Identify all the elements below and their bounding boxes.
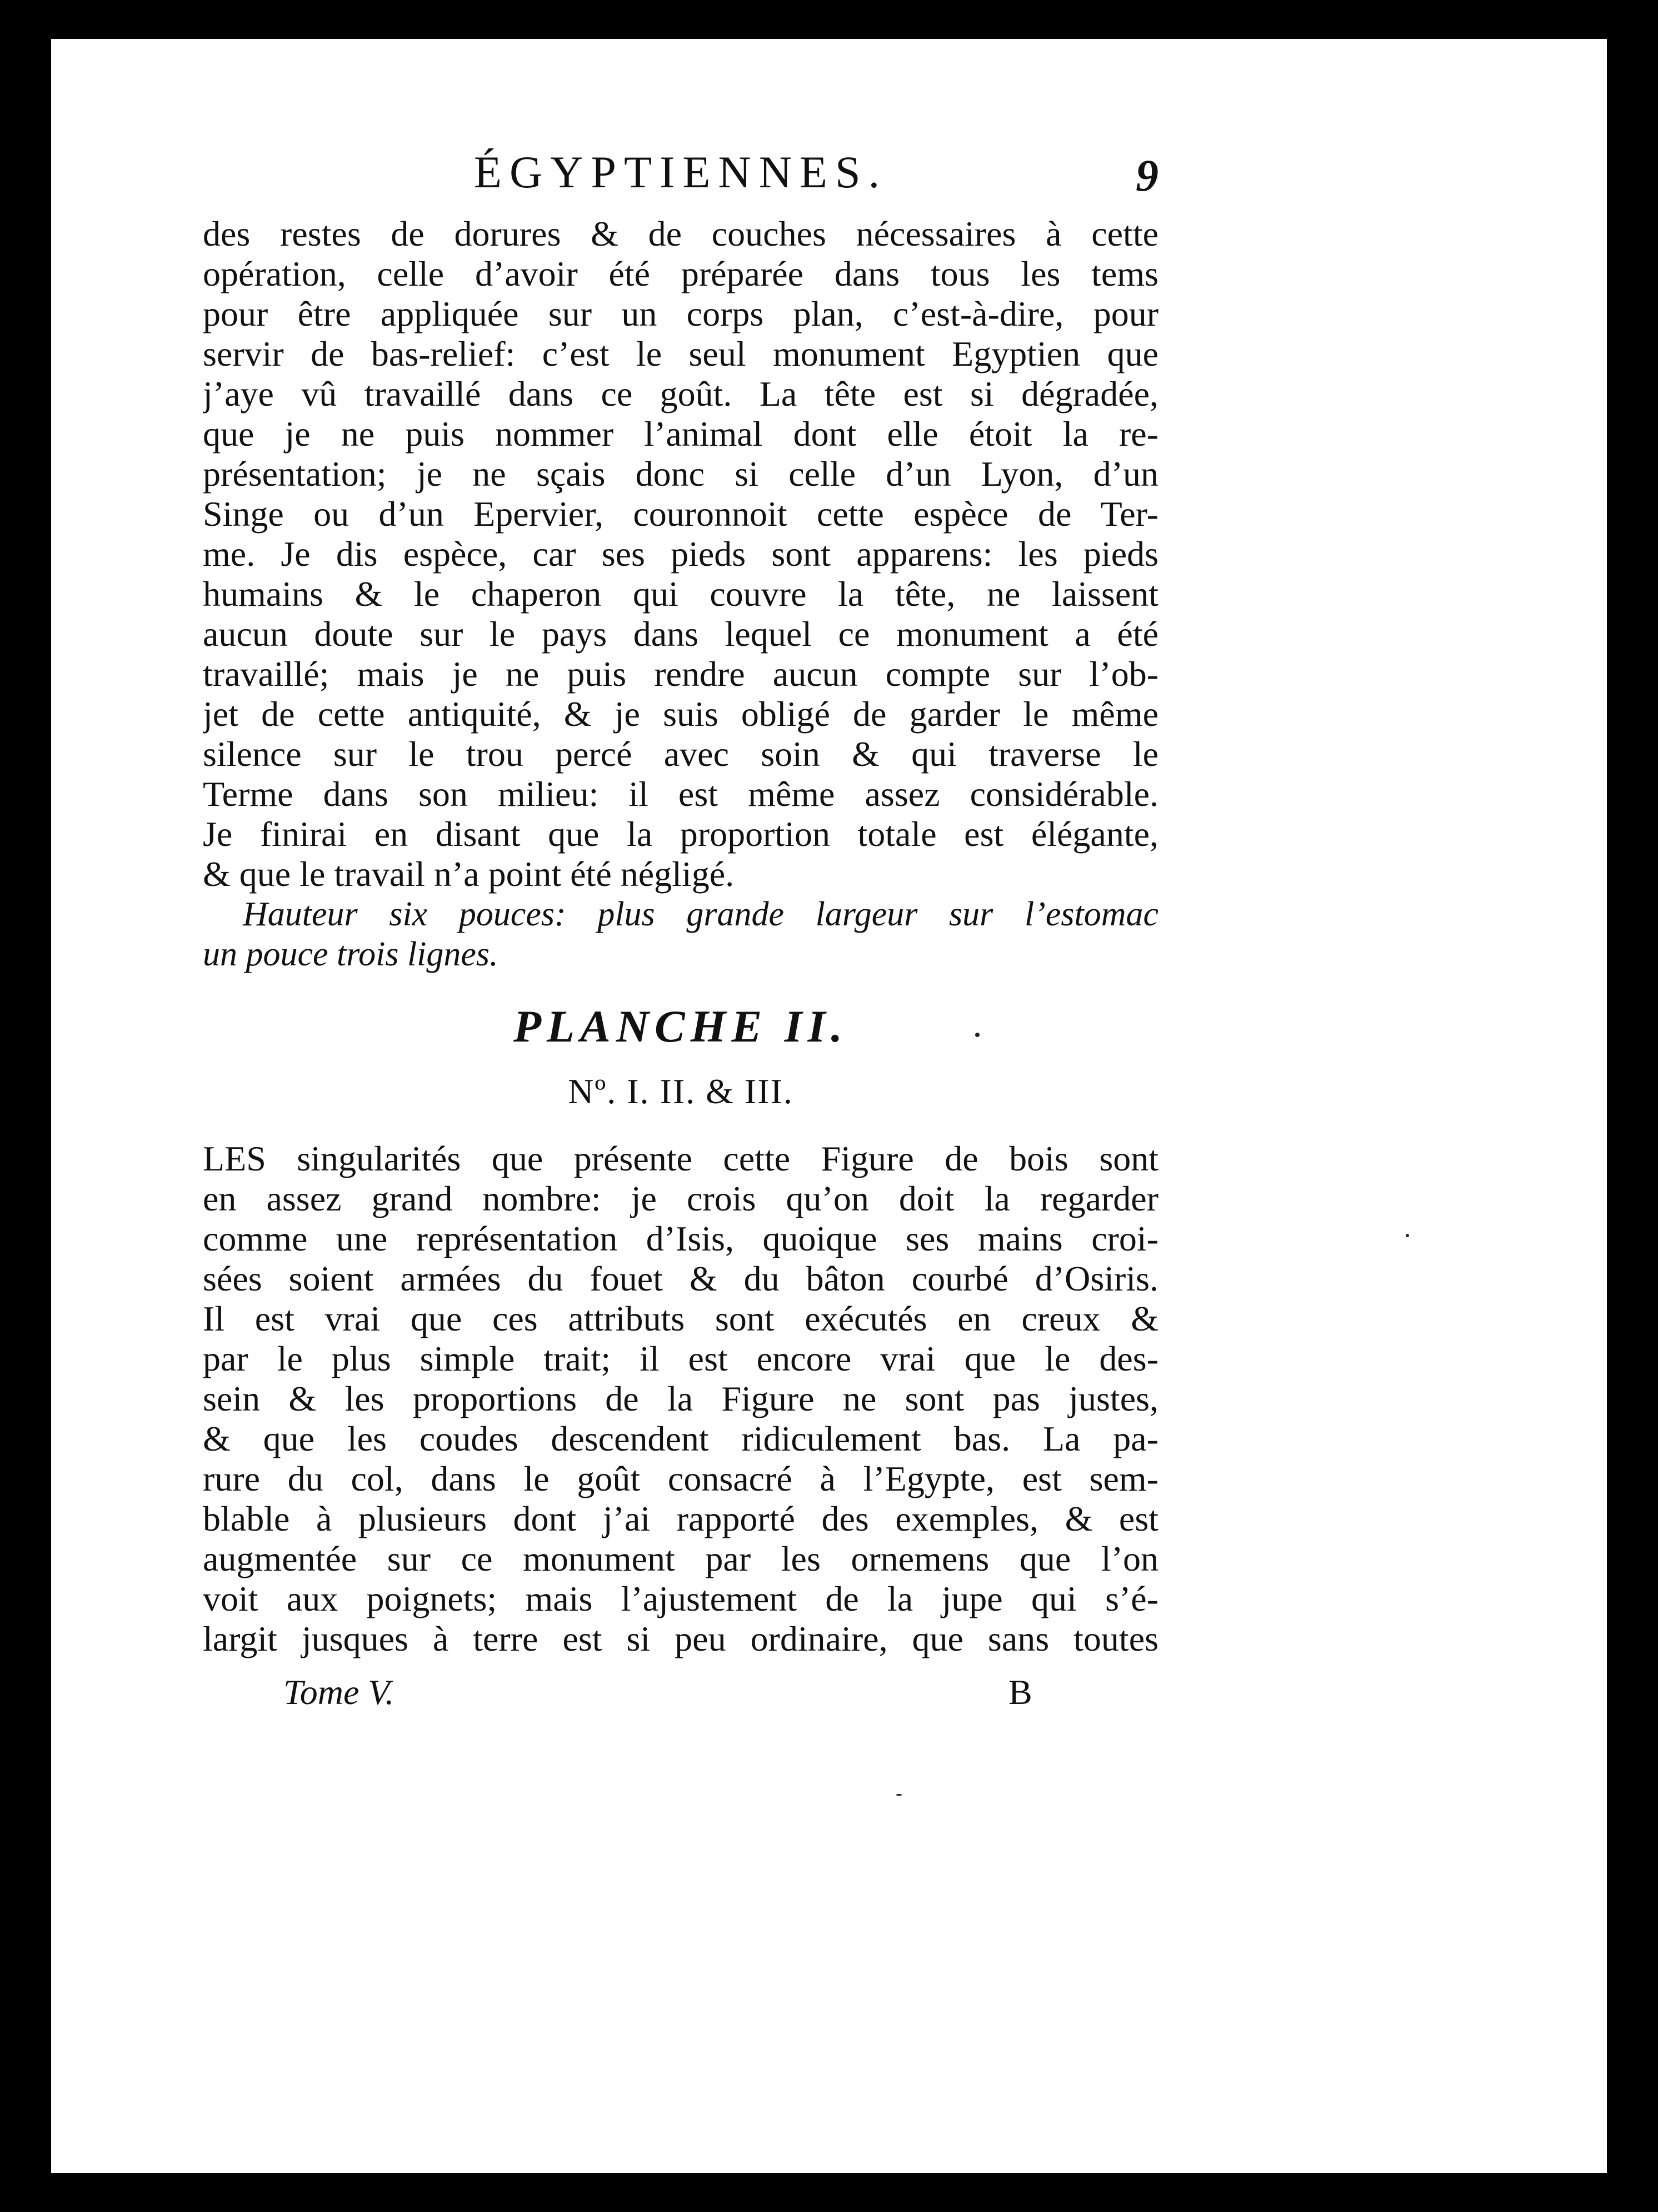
text-line: & que le travail n’a point été négligé.	[203, 854, 735, 894]
signature-mark: B	[1008, 1672, 1032, 1712]
text-line: Terme dans son milieu: il est même assez considérable.	[203, 774, 1158, 814]
text-line: aucun doute sur le pays dans lequel ce monument a été	[203, 614, 1158, 654]
text-line: Il est vrai que ces attributs sont exécutés en creux &	[203, 1299, 1158, 1338]
print-speck	[1406, 1234, 1409, 1237]
text-line: rure du col, dans le goût consacré à l’Egypte, est sem-	[203, 1459, 1158, 1498]
running-head: ÉGYPTIENNES.	[473, 147, 888, 197]
text-line: comme une représentation d’Isis, quoique ses mains croi-	[203, 1219, 1158, 1258]
text-line: blable à plusieurs dont j’ai rapporté des exemples, & est	[203, 1499, 1158, 1538]
text-line: humains & le chaperon qui couvre la tête, ne laissent	[203, 574, 1158, 614]
dimensions-line: un pouce trois lignes.	[203, 935, 498, 973]
text-line: travaillé; mais je ne puis rendre aucun compte sur l’ob-	[203, 654, 1158, 694]
dimensions-note	[203, 894, 1158, 974]
text-line: sées soient armées du fouet & du bâton courbé d’Osiris.	[203, 1259, 1158, 1298]
text-line: j’aye vû travaillé dans ce goût. La tête est si dégradée,	[203, 374, 1158, 413]
text-line: servir de bas-relief: c’est le seul monument Egyptien que	[203, 334, 1158, 373]
text-line: en assez grand nombre: je crois qu’on doit la regarder	[203, 1179, 1158, 1218]
text-line: voit aux poignets; mais l’ajustement de la jupe qui s’é-	[203, 1579, 1158, 1618]
volume-label: Tome V.	[283, 1672, 394, 1712]
text-line: augmentée sur ce monument par les ornemens que l’on	[203, 1539, 1158, 1578]
dimensions-line: Hauteur six pouces: plus grande largeur sur l’estomac	[243, 895, 1158, 933]
text-line: LES singularités que présente cette Figure de bois sont	[203, 1139, 1158, 1178]
text-line: pour être appliquée sur un corps plan, c’est-à-dire, pour	[203, 294, 1158, 333]
text-line: opération, celle d’avoir été préparée dans tous les tems	[203, 254, 1158, 293]
text-line: par le plus simple trait; il est encore vrai que le des-	[203, 1339, 1158, 1378]
page-footer	[203, 1670, 1158, 1715]
text-line: silence sur le trou percé avec soin & qui traverse le	[203, 734, 1158, 774]
text-line: Singe ou d’un Epervier, couronnoit cette espèce de Ter-	[203, 494, 1158, 534]
text-line: & que les coudes descendent ridiculement bas. La pa-	[203, 1419, 1158, 1458]
print-speck	[975, 1033, 980, 1037]
text-line: jet de cette antiquité, & je suis obligé de garder le même	[203, 694, 1158, 734]
page-header	[203, 139, 1158, 206]
main-text	[203, 214, 1158, 1659]
text-line: que je ne puis nommer l’animal dont elle étoit la re-	[203, 414, 1158, 454]
text-line: Je finirai en disant que la proportion totale est élégante,	[203, 814, 1158, 854]
text-line: des restes de dorures & de couches nécessaires à cette	[203, 214, 1158, 253]
paragraph-2	[203, 1139, 1158, 1659]
text-line: largit jusques à terre est si peu ordinaire, que sans toutes	[203, 1619, 1158, 1658]
plate-subheading: Nº. I. II. & III.	[568, 1072, 793, 1111]
plate-heading: PLANCHE II.	[513, 1001, 848, 1052]
paragraph-1	[203, 214, 1158, 894]
page-number: 9	[1136, 150, 1158, 201]
text-line: sein & les proportions de la Figure ne sont pas justes,	[203, 1379, 1158, 1418]
text-line: présentation; je ne sçais donc si celle d’un Lyon, d’un	[203, 454, 1158, 494]
text-line: me. Je dis espèce, car ses pieds sont apparens: les pieds	[203, 534, 1158, 574]
print-speck	[896, 1794, 902, 1796]
